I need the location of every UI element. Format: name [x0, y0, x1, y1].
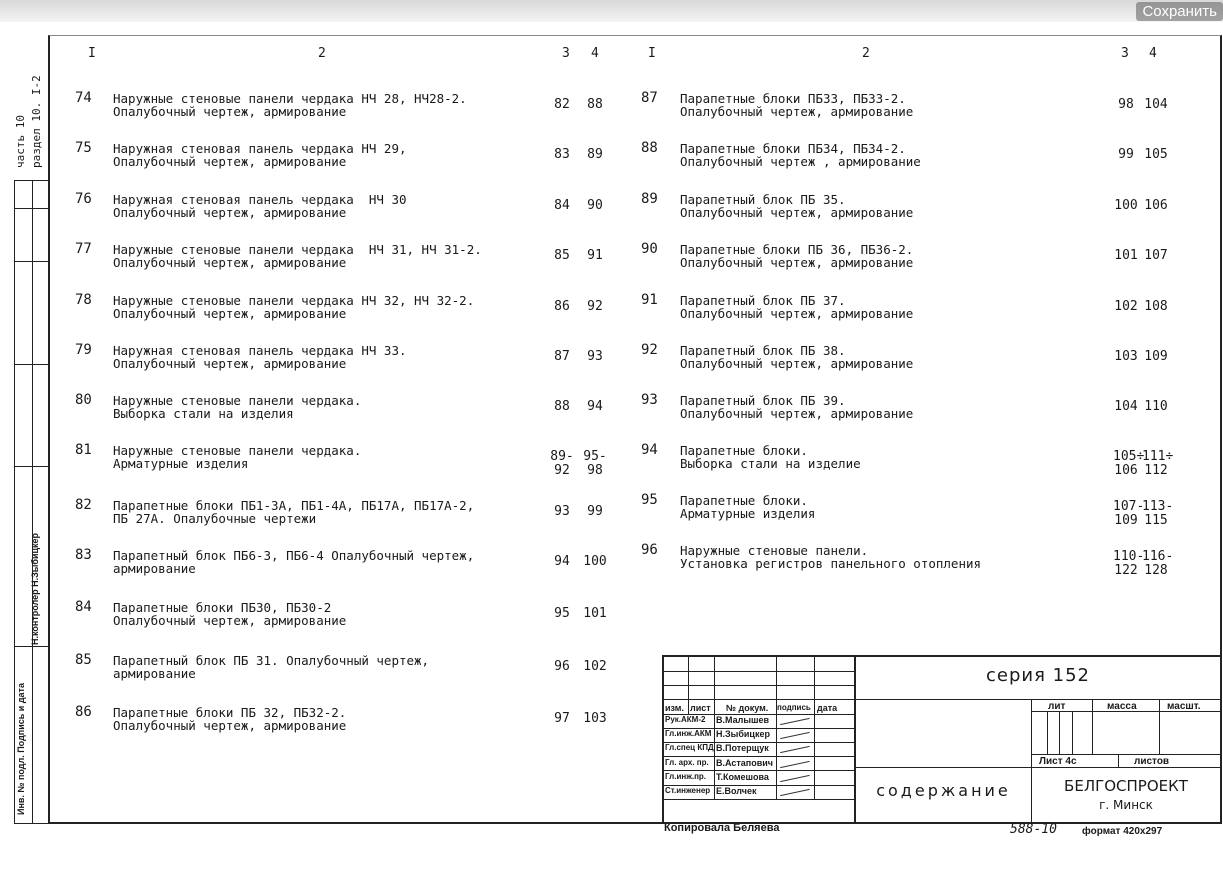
row-page-4: 101	[583, 606, 607, 621]
row-page-4: 105	[1144, 147, 1168, 162]
row-number: 91	[641, 292, 658, 308]
row-page-4: 92	[587, 299, 603, 314]
row-page-3: 84	[554, 198, 570, 213]
row-number: 83	[75, 547, 92, 563]
row-title: Наружные стеновые панели чердака. Выборка стали на изделия	[113, 393, 362, 421]
row-page-3: 100	[1114, 198, 1138, 213]
row-number: 85	[75, 652, 92, 668]
col-header-2-right: 2	[862, 46, 870, 61]
sheets-label: листов	[1134, 756, 1170, 767]
row-number: 96	[641, 542, 658, 558]
mass-label: масса	[1107, 701, 1137, 712]
row-page-3: 94	[554, 554, 570, 569]
row-title: Наружные стеновые панели чердака НЧ 28, НЧ28-2. Опалубочный чертеж, армирование	[113, 91, 467, 119]
row-page-4: 110	[1144, 399, 1168, 414]
row-page-3: 99	[1118, 147, 1134, 162]
row-number: 88	[641, 140, 658, 156]
row-page-3: 110- 122	[1113, 549, 1145, 578]
city: г. Минск	[1099, 798, 1153, 812]
person-name: В.Астапович	[716, 757, 774, 768]
col-header-4-right: 4	[1149, 46, 1157, 61]
row-number: 95	[641, 492, 658, 508]
person-name: Н.Зыбицкер	[716, 729, 770, 740]
margin-inv: Инв. № подл. Подпись и дата	[16, 683, 26, 815]
row-page-3: 96	[554, 659, 570, 674]
row-number: 89	[641, 191, 658, 207]
row-page-4: 91	[587, 248, 603, 263]
scale-label: масшт.	[1167, 701, 1201, 712]
row-title: Наружная стеновая панель чердака НЧ 33. Опалубочный чертеж, армирование	[113, 343, 407, 371]
col-header-2: 2	[318, 46, 326, 61]
hdr-list: лист	[690, 703, 711, 713]
row-page-3: 82	[554, 97, 570, 112]
row-page-4: 88	[587, 97, 603, 112]
row-title: Наружная стеновая панель чердака НЧ 29, Опалубочный чертеж, армирование	[113, 141, 407, 169]
margin-part: часть 10	[14, 115, 27, 168]
top-bar	[0, 0, 1223, 22]
row-title: Парапетный блок ПБ6-3, ПБ6-4 Опалубочный чертеж, армирование	[113, 548, 475, 576]
person-name: Т.Комешова	[716, 771, 769, 782]
col-header-1: I	[88, 46, 96, 61]
row-number: 92	[641, 342, 658, 358]
document-title: содержание	[876, 781, 1011, 800]
row-title: Парапетный блок ПБ 39. Опалубочный чертеж, армирование	[680, 393, 914, 421]
row-number: 77	[75, 241, 92, 257]
row-page-4: 113- 115	[1142, 499, 1174, 528]
row-number: 86	[75, 704, 92, 720]
row-number: 75	[75, 140, 92, 156]
row-page-3: 103	[1114, 349, 1138, 364]
row-number: 93	[641, 392, 658, 408]
row-number: 84	[75, 599, 92, 615]
row-title: Парапетные блоки ПБ34, ПБ34-2. Опалубочный чертеж , армирование	[680, 141, 921, 169]
margin-section: раздел 10. I-2	[30, 75, 43, 168]
drawing-code: 588-10	[1010, 822, 1057, 837]
row-page-3: 102	[1114, 299, 1138, 314]
row-page-4: 111÷ 112	[1142, 449, 1174, 478]
row-title: Парапетный блок ПБ 31. Опалубочный чертеж, армирование	[113, 653, 430, 681]
row-page-3: 85	[554, 248, 570, 263]
row-page-4: 102	[583, 659, 607, 674]
signature	[780, 746, 810, 754]
row-title: Наружные стеновые панели чердака. Арматурные изделия	[113, 443, 362, 471]
row-number: 81	[75, 442, 92, 458]
copied-by: Копировала Беляева	[664, 822, 780, 834]
row-page-4: 116- 128	[1142, 549, 1174, 578]
row-page-3: 93	[554, 504, 570, 519]
signature	[780, 732, 810, 740]
person-name: В.Малышев	[716, 715, 770, 725]
signature	[780, 789, 810, 797]
row-page-3: 83	[554, 147, 570, 162]
row-title: Парапетный блок ПБ 35. Опалубочный чертеж, армирование	[680, 192, 914, 220]
series-label: серия 152	[985, 665, 1090, 686]
margin-controller: Н.контролер Н.Зыбицкер	[30, 532, 40, 645]
row-page-3: 89- 92	[550, 449, 574, 478]
row-title: Наружные стеновые панели чердака НЧ 32, НЧ 32-2. Опалубочный чертеж, армирование	[113, 293, 475, 321]
row-page-4: 108	[1144, 299, 1168, 314]
row-page-4: 106	[1144, 198, 1168, 213]
row-number: 94	[641, 442, 658, 458]
row-number: 82	[75, 497, 92, 513]
title-block	[662, 655, 1220, 823]
row-title: Наружная стеновая панель чердака НЧ 30 Опалубочный чертеж, армирование	[113, 192, 407, 220]
row-title: Парапетные блоки ПБ33, ПБ33-2. Опалубочный чертеж, армирование	[680, 91, 914, 119]
row-page-4: 94	[587, 399, 603, 414]
row-page-3: 104	[1114, 399, 1138, 414]
row-number: 80	[75, 392, 92, 408]
paper-format: формат 420x297	[1082, 826, 1163, 837]
row-page-3: 88	[554, 399, 570, 414]
row-page-4: 93	[587, 349, 603, 364]
row-page-4: 104	[1144, 97, 1168, 112]
row-title: Парапетные блоки ПБ30, ПБ30-2 Опалубочный чертеж, армирование	[113, 600, 347, 628]
row-page-3: 97	[554, 711, 570, 726]
role: Рук.АКМ-2	[665, 715, 706, 724]
row-page-3: 107- 109	[1113, 499, 1145, 528]
row-page-4: 89	[587, 147, 603, 162]
row-title: Наружные стеновые панели. Установка регистров панельного отопления	[680, 543, 982, 571]
row-page-4: 103	[583, 711, 607, 726]
signature	[780, 718, 810, 726]
row-number: 76	[75, 191, 92, 207]
row-title: Парапетные блоки. Арматурные изделия	[680, 493, 816, 521]
row-page-4: 90	[587, 198, 603, 213]
person-name: В.Потерщук	[716, 743, 769, 754]
row-page-3: 101	[1114, 248, 1138, 263]
row-number: 87	[641, 90, 658, 106]
signature	[780, 760, 810, 768]
row-title: Парапетный блок ПБ 37. Опалубочный чертеж, армирование	[680, 293, 914, 321]
row-page-4: 95- 98	[583, 449, 607, 478]
sheet-label: Лист 4с	[1039, 756, 1077, 767]
organization: БЕЛГОСПРОЕКТ	[1064, 777, 1188, 795]
signature	[780, 775, 810, 783]
row-page-3: 86	[554, 299, 570, 314]
row-title: Парапетные блоки ПБ 36, ПБ36-2. Опалубочный чертеж, армирование	[680, 242, 914, 270]
row-page-3: 87	[554, 349, 570, 364]
row-number: 74	[75, 90, 92, 106]
row-number: 78	[75, 292, 92, 308]
col-header-3-right: 3	[1121, 46, 1129, 61]
row-title: Парапетные блоки ПБ 32, ПБ32-2. Опалубочный чертеж, армирование	[113, 705, 347, 733]
row-page-3: 95	[554, 606, 570, 621]
row-page-4: 109	[1144, 349, 1168, 364]
hdr-doc: № докум.	[726, 703, 769, 713]
row-title: Парапетные блоки. Выборка стали на изделие	[680, 443, 861, 471]
row-number: 90	[641, 241, 658, 257]
role: Ст.инженер	[665, 786, 711, 795]
row-title: Парапетный блок ПБ 38. Опалубочный чертеж, армирование	[680, 343, 914, 371]
row-page-3: 98	[1118, 97, 1134, 112]
row-page-4: 99	[587, 504, 603, 519]
hdr-sign: подпись	[777, 703, 811, 712]
role: Гл. арх. пр.	[665, 757, 709, 767]
row-title: Наружные стеновые панели чердака НЧ 31, НЧ 31-2. Опалубочный чертеж, армирование	[113, 242, 482, 270]
hdr-izm: изм.	[665, 703, 684, 713]
row-page-4: 100	[583, 554, 607, 569]
person-name: Е.Волчек	[716, 786, 757, 796]
col-header-4: 4	[591, 46, 599, 61]
lit-label: лит	[1048, 701, 1066, 712]
save-button[interactable]: Сохранить	[1136, 2, 1223, 21]
col-header-1-right: I	[648, 46, 656, 61]
row-page-4: 107	[1144, 248, 1168, 263]
role: Гл.инж.пр.	[665, 771, 707, 781]
role: Гл.спец КПД	[665, 743, 714, 753]
role: Гл.инж.АКМ	[665, 729, 712, 739]
row-number: 79	[75, 342, 92, 358]
col-header-3: 3	[562, 46, 570, 61]
hdr-date: дата	[817, 703, 838, 713]
row-page-3: 105÷ 106	[1113, 449, 1145, 478]
row-title: Парапетные блоки ПБ1-3А, ПБ1-4А, ПБ17А, ПБ17А-2, ПБ 27А. Опалубочные чертежи	[113, 498, 475, 526]
